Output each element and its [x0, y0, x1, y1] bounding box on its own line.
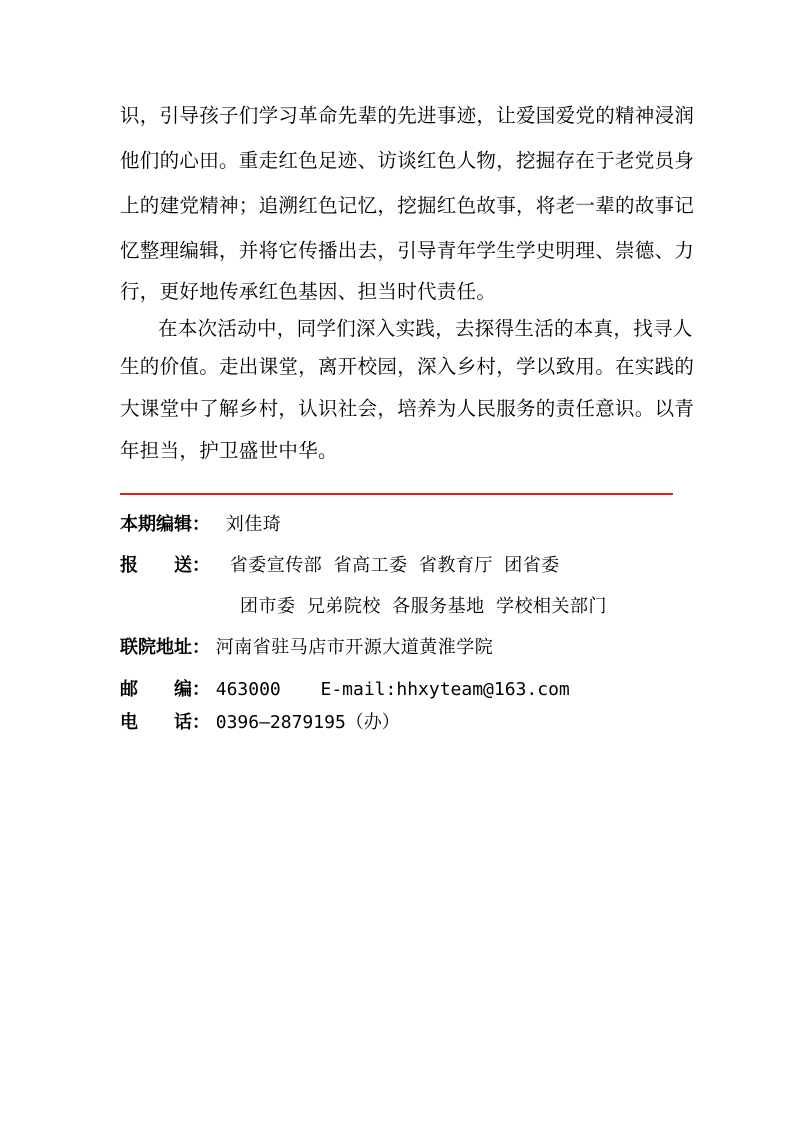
address-row — [120, 636, 493, 660]
paragraph-line: 识，引导孩子们学习革命先辈的先进事迹，让爱国爱党的精神浸润 — [120, 104, 695, 127]
paragraph-line: 他们的心田。重走红色足迹、访谈红色人物，挖掘存在于老党员身 — [120, 149, 695, 172]
report-recipients-line-2: 团市委 兄弟院校 各服务基地 学校相关部门 — [240, 596, 608, 617]
paragraph-line: 年担当，护卫盛世中华。 — [120, 439, 338, 462]
postcode-label: 邮 编： — [120, 679, 210, 700]
paragraph-line: 上的建党精神；追溯红色记忆，挖掘红色故事，将老一辈的故事记 — [120, 194, 695, 217]
postcode-row — [120, 678, 570, 702]
report-label: 报 送： — [120, 555, 210, 576]
address-value: 河南省驻马店市开源大道黄淮学院 — [215, 637, 494, 658]
phone-value: 0396—2879195（办） — [215, 712, 400, 733]
paragraph-line: 生的价值。走出课堂，离开校园，深入乡村，学以致用。在实践的 — [120, 355, 695, 378]
paragraph-line: 大课堂中了解乡村，认识社会，培养为人民服务的责任意识。以青 — [120, 397, 695, 420]
editor-value: 刘佳琦 — [225, 514, 282, 535]
email-address[interactable]: E-mail:hhxyteam@163.com — [320, 679, 570, 700]
editor-label: 本期编辑： — [120, 514, 210, 535]
address-label: 联院地址： — [120, 637, 210, 658]
paragraph-line: 行，更好地传承红色基因、担当时代责任。 — [120, 280, 497, 303]
report-row — [120, 554, 560, 578]
report-recipients-line-1: 省委宣传部 省高工委 省教育厅 团省委 — [229, 555, 560, 576]
editor-row — [120, 513, 281, 537]
paragraph-line: 忆整理编辑，并将它传播出去，引导青年学生学史明理、崇德、力 — [120, 239, 695, 262]
red-divider — [120, 493, 673, 495]
phone-row — [120, 711, 400, 735]
phone-label: 电 话： — [120, 712, 210, 733]
postcode-value: 463000 — [215, 679, 281, 700]
paragraph-line: 在本次活动中，同学们深入实践，去探得生活的本真，找寻人 — [158, 317, 693, 340]
report-row-continued — [240, 595, 607, 619]
